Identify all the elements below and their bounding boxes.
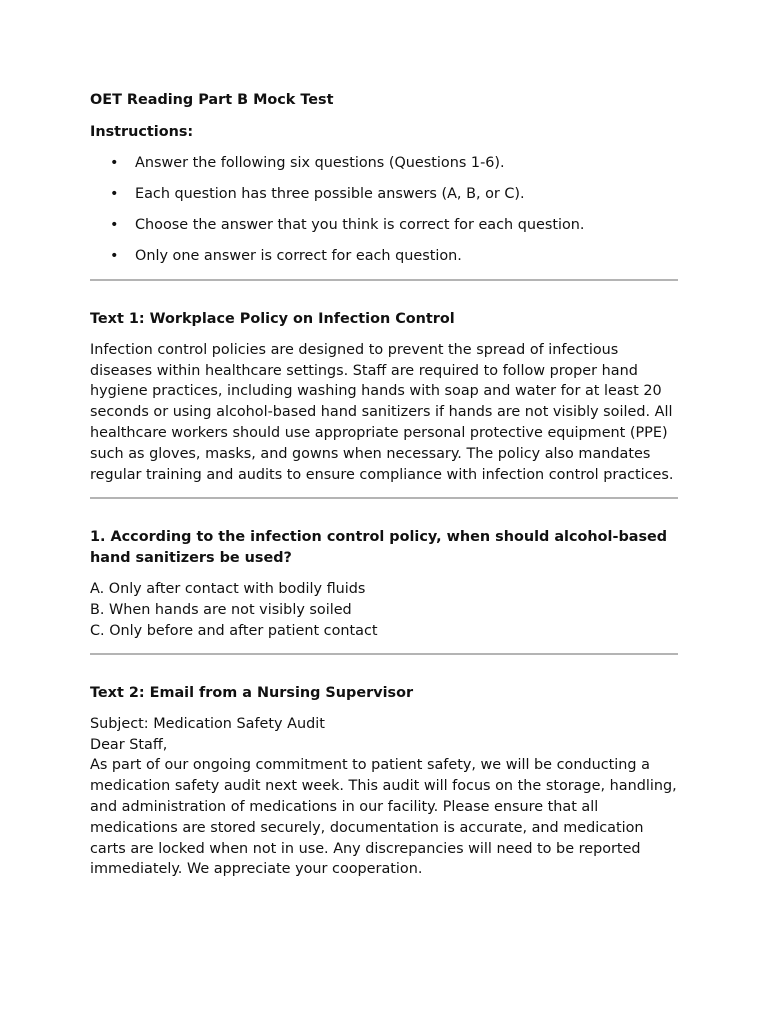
answer-option-b: B. When hands are not visibly soiled <box>90 601 352 618</box>
instruction-text: Only one answer is correct for each question. <box>135 248 462 264</box>
document-title: OET Reading Part B Mock Test <box>90 92 334 108</box>
text2-heading: Text 2: Email from a Nursing Supervisor <box>90 684 414 701</box>
instruction-text: Choose the answer that you think is correct for each question. <box>135 217 585 233</box>
bullet-icon: • <box>110 155 119 171</box>
instruction-item <box>90 184 678 205</box>
question-1-text: 1. According to the infection control policy, when should alcohol-based hand sanitizers be used? <box>90 529 668 567</box>
instruction-item <box>90 153 678 174</box>
question-1-options <box>90 579 678 642</box>
text1-heading: Text 1: Workplace Policy on Infection Control <box>90 311 455 327</box>
instruction-text: Each question has three possible answers (A, B, or C). <box>135 186 525 202</box>
answer-option-a: A. Only after contact with bodily fluids <box>90 580 366 597</box>
email-greeting: Dear Staff, <box>90 736 168 753</box>
instruction-item <box>90 215 678 236</box>
document-content <box>90 90 678 880</box>
instruction-item <box>90 246 678 267</box>
answer-option-c: C. Only before and after patient contact <box>90 622 378 639</box>
text1-body: Infection control policies are designed to prevent the spread of infectious diseases within healthcare settings. Staff are required to follow proper hand hygiene practices, including washing hands with soap and water for at least 20 seconds or using alcohol-based hand sanitizers if hands are not visibly soiled. All healthcare workers should use appropriate personal protective equipment (PPE) such as gloves, masks, and gowns when necessary. The policy also mandates regular training and audits to ensure compliance with infection control practices. <box>90 341 674 483</box>
instructions-heading: Instructions: <box>90 124 194 140</box>
email-body <box>90 714 678 880</box>
bullet-icon: • <box>110 248 119 264</box>
section-divider <box>90 653 678 655</box>
section-divider <box>90 497 678 499</box>
instructions-list <box>90 153 678 267</box>
instruction-text: Answer the following six questions (Questions 1-6). <box>135 155 505 171</box>
bullet-icon: • <box>110 186 119 202</box>
bullet-icon: • <box>110 217 119 233</box>
section-divider <box>90 279 678 281</box>
email-message: As part of our ongoing commitment to patient safety, we will be conducting a medication safety audit next week. This audit will focus on the storage, handling, and administration of medications in our facility. Please ensure that all medications are stored securely, documentation is accurate, and medication carts are locked when not in use. Any discrepancies will need to be reported immediately. We appreciate your cooperation. <box>90 757 677 878</box>
email-subject: Subject: Medication Safety Audit <box>90 715 325 732</box>
